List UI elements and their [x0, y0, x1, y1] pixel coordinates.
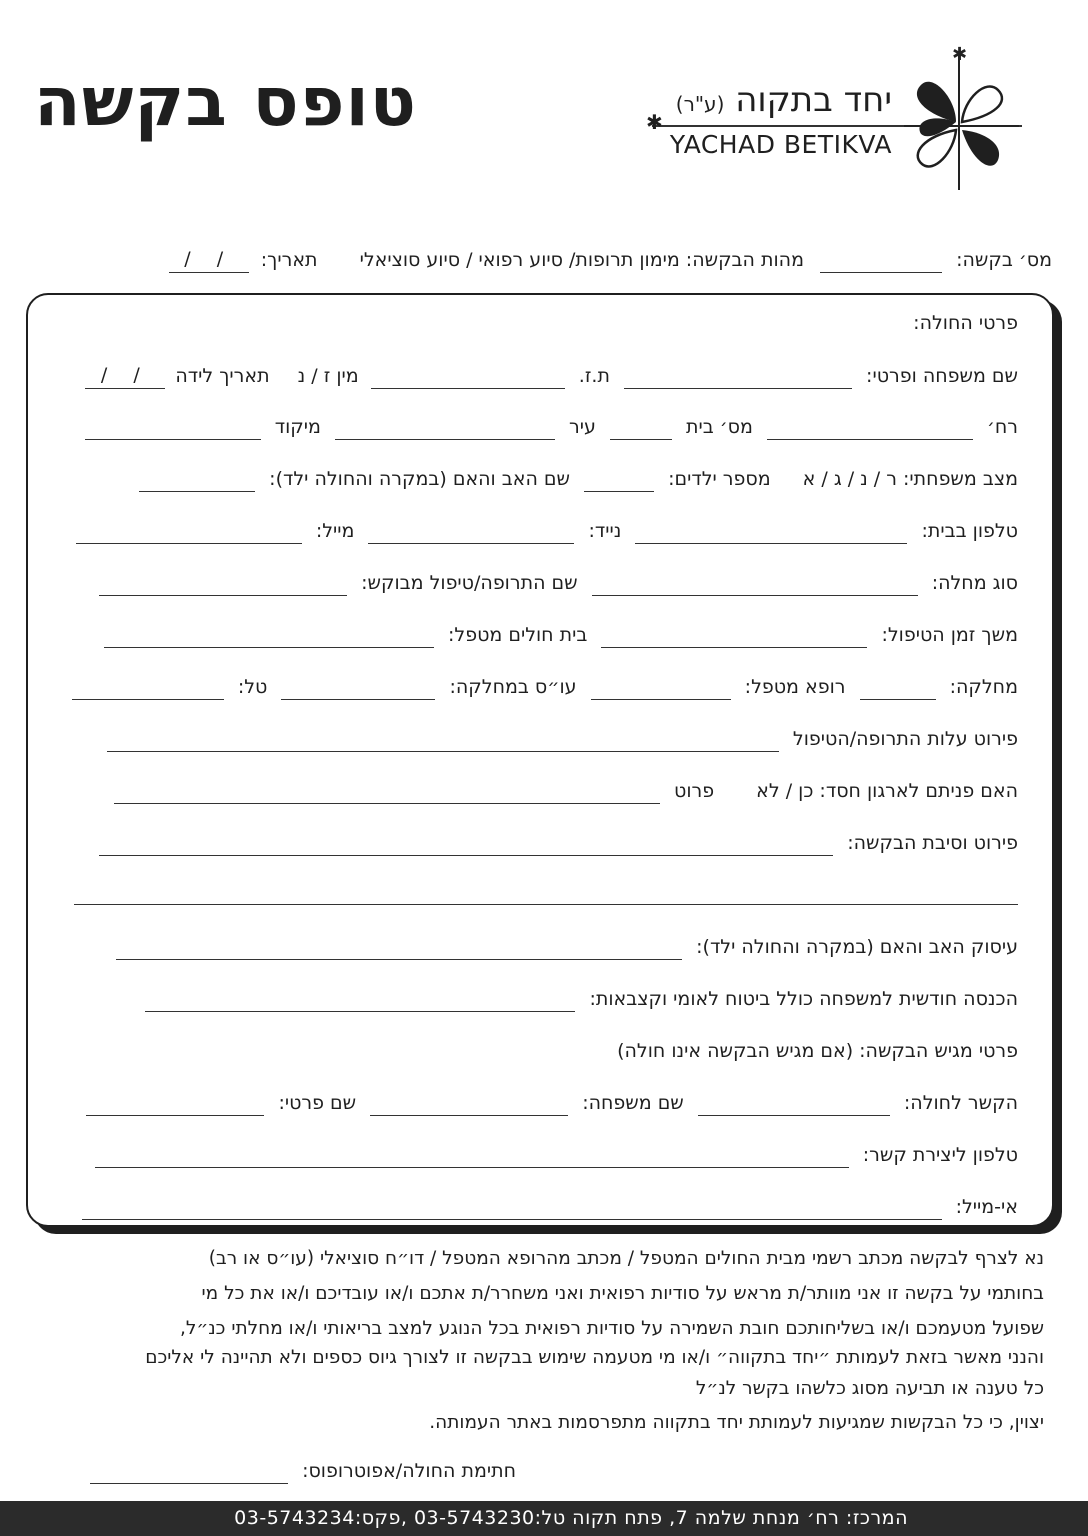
disclaimer-line-1: נא לצרף לבקשה מכתב רשמי מבית החולים המטפל / מכתב מהרופא המטפל / דו״ח סוציאלי (עו״ס או רב) — [208, 1248, 1044, 1269]
reason-field[interactable] — [99, 837, 833, 856]
request-number-field[interactable] — [820, 254, 942, 273]
doctor-label: רופא מטפל: — [744, 676, 846, 698]
first-name-field[interactable] — [86, 1097, 264, 1116]
signature-field[interactable] — [90, 1465, 288, 1484]
income-field[interactable] — [145, 993, 575, 1012]
hospital-label: בית חולים מטפל: — [448, 624, 588, 646]
form-row-income — [145, 986, 1018, 1012]
last-name-field[interactable] — [370, 1097, 568, 1116]
date-field[interactable]: / / — [169, 246, 249, 273]
disease-field[interactable] — [592, 577, 918, 596]
page-title: טופס בקשה — [34, 63, 417, 142]
request-header-row — [169, 246, 1052, 273]
duration-label: משך זמן הטיפול: — [881, 624, 1018, 646]
parents-name-label: שם האב והאם (במקרה והחולה ילד): — [269, 468, 570, 490]
birth-date-field[interactable]: / / — [85, 362, 165, 389]
marital-status-label: מצב משפחתי: ר / נ / ג / א — [802, 468, 1018, 490]
reason-field-line-2[interactable] — [74, 904, 1018, 905]
charity-label: האם פניתם לארגון חסד: כן / לא — [756, 780, 1018, 802]
footer-bar — [0, 1501, 1088, 1536]
signature-row — [90, 1458, 516, 1484]
section-patient-details: פרטי החולה: — [913, 312, 1018, 334]
signature-label: חתימת החולה/אפוטרופוס: — [302, 1460, 516, 1482]
city-field[interactable] — [335, 421, 555, 440]
form-row-disease — [99, 570, 1018, 596]
disclaimer-line-4: והנני מאשר בזאת לעמותת ״יחד בתקווה״ ו/או מי מטעמה שימוש בבקשה זו לצורך גיוס כספים ולא תהיינה לי אליכם — [145, 1347, 1044, 1368]
logo-name-he: יחד בתקוה — [735, 80, 892, 120]
zip-field[interactable] — [85, 421, 261, 440]
mobile-label: נייד: — [588, 520, 622, 542]
city-label: עיר — [569, 416, 596, 438]
logo-hebrew-name — [676, 80, 892, 124]
drug-field[interactable] — [99, 577, 347, 596]
occupation-label: עיסוק האב והאם (במקרה והחולה ילד): — [696, 936, 1018, 958]
reason-label: פירוט וסיבת הבקשה: — [847, 832, 1018, 854]
children-field[interactable] — [584, 473, 654, 492]
department-label: מחלקה: — [949, 676, 1018, 698]
form-row-email — [82, 1194, 1018, 1220]
occupation-field[interactable] — [116, 941, 682, 960]
zip-label: מיקוד — [274, 416, 321, 438]
first-name-label: שם פרטי: — [278, 1092, 357, 1114]
form-row-department — [72, 674, 1018, 700]
form-row-phones — [76, 518, 1018, 544]
id-label: ת.ז. — [578, 365, 610, 387]
disease-label: סוג מחלה: — [931, 572, 1018, 594]
disclaimer-line-3: שפועל מטעמכם ו/או בשליחותכם חובת השמירה על סודיות רפואית בכל הנוגע למצב בריאותי ו/או מחלתי כנ״ל, — [179, 1318, 1044, 1339]
section-submitter: פרטי מגיש הבקשה: (אם מגיש הבקשה אינו חולה) — [617, 1040, 1018, 1062]
form-row-reason — [99, 830, 1018, 856]
name-field[interactable] — [624, 370, 852, 389]
contact-phone-field[interactable] — [95, 1149, 849, 1168]
doctor-field[interactable] — [591, 681, 731, 700]
form-row-relation — [86, 1090, 1018, 1116]
form-row-address — [85, 414, 1018, 440]
organization-logo — [640, 44, 1030, 194]
form-row-name — [85, 362, 1018, 389]
duration-field[interactable] — [601, 629, 867, 648]
email-short-label: מייל: — [315, 520, 355, 542]
children-label: מספר ילדים: — [668, 468, 771, 490]
specify-field[interactable] — [114, 785, 660, 804]
house-number-label: מס׳ בית — [685, 416, 753, 438]
tel-label: טל: — [237, 676, 268, 698]
request-number-label: מס׳ בקשה: — [956, 249, 1052, 271]
disclaimer-line-2: בחותמי על בקשה זו אני מוותר/ת מראש על סודיות רפואית ואני משחרר/ת אתכם ו/או עובדיכם ו/או את כל מי — [201, 1283, 1044, 1304]
house-number-field[interactable] — [610, 421, 672, 440]
relation-field[interactable] — [698, 1097, 890, 1116]
disclaimer-line-6: יצוין, כי כל הבקשות שמגיעות לעמותת יחד בתקווה מתפרסמות באתר העמותה. — [429, 1412, 1044, 1433]
logo-abbrev: (ע"ר) — [675, 92, 725, 116]
relation-label: הקשר לחולה: — [903, 1092, 1018, 1114]
form-row-family — [139, 466, 1018, 492]
heart-clover-icon — [894, 44, 1024, 194]
contact-phone-label: טלפון ליצירת קשר: — [862, 1144, 1018, 1166]
income-label: הכנסה חודשית למשפחה כולל ביטוח לאומי וקצבאות: — [589, 988, 1018, 1010]
hospital-field[interactable] — [104, 629, 434, 648]
street-label: רח׳ — [986, 416, 1018, 438]
social-worker-label: עו״ס במחלקה: — [449, 676, 577, 698]
form-row-duration — [104, 622, 1018, 648]
email-field[interactable] — [82, 1201, 942, 1220]
request-nature-label: מהות הבקשה: מימון תרופות/ סיוע רפואי / סיוע סוציאלי — [359, 249, 804, 271]
department-field[interactable] — [860, 681, 936, 700]
cost-label: פירוט עלות התרופה/הטיפול — [792, 728, 1018, 750]
social-worker-field[interactable] — [281, 681, 435, 700]
form-row-charity — [114, 778, 1018, 804]
gender-label: מין ז / נ — [297, 365, 359, 387]
home-phone-field[interactable] — [635, 525, 907, 544]
tel-field[interactable] — [72, 681, 224, 700]
email-label: אי-מייל: — [955, 1196, 1018, 1218]
form-row-cost — [107, 726, 1018, 752]
parents-name-field[interactable] — [139, 473, 255, 492]
specify-label: פרוט — [674, 780, 715, 802]
street-field[interactable] — [767, 421, 973, 440]
mobile-field[interactable] — [368, 525, 574, 544]
disclaimer-line-5: כל טענה או תביעה מסוג כלשהו בקשר לנ״ל — [695, 1378, 1044, 1399]
svg-text:✱: ✱ — [952, 44, 968, 65]
cost-field[interactable] — [107, 733, 779, 752]
id-field[interactable] — [371, 370, 565, 389]
date-label: תאריך: — [260, 249, 318, 271]
logo-star-icon: ✱ — [646, 110, 663, 134]
email-short-field[interactable] — [76, 525, 302, 544]
home-phone-label: טלפון בבית: — [921, 520, 1018, 542]
drug-label: שם התרופה/טיפול מבוקש: — [361, 572, 578, 594]
birth-date-label: תאריך לידה — [175, 365, 270, 387]
form-row-occupation — [116, 934, 1018, 960]
name-label: שם משפחה ופרטי: — [866, 365, 1018, 387]
form-row-contact-phone — [95, 1142, 1018, 1168]
logo-english-name: YACHAD BETIKVA — [669, 130, 892, 159]
footer-contact: המרכז: רח׳ מנחת שלמה 7, פתח תקוה טל:03-5743230 ,פקס:03-5743234 — [234, 1507, 908, 1529]
last-name-label: שם משפחה: — [582, 1092, 684, 1114]
